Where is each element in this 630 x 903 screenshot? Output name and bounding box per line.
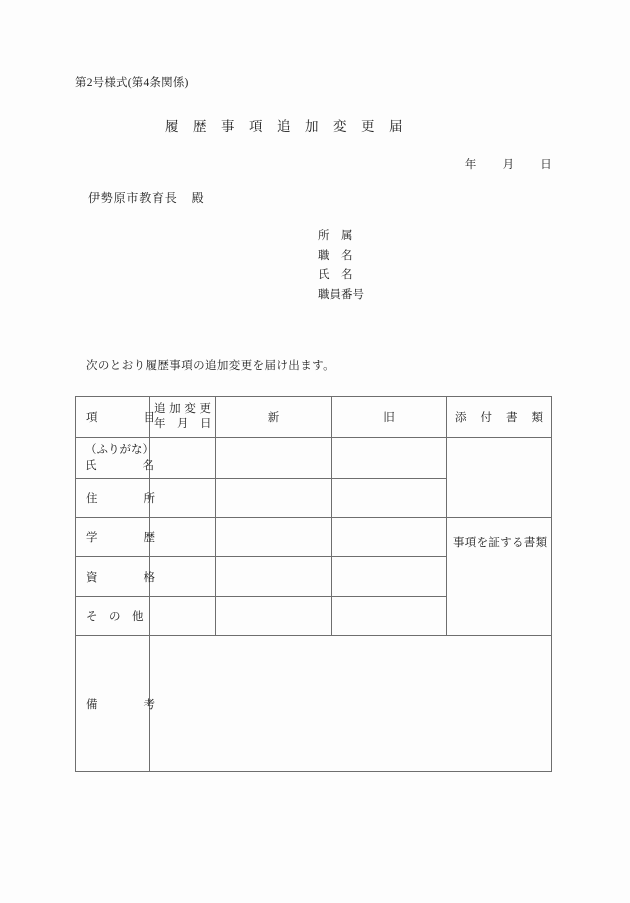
row-label-name [76, 438, 154, 479]
cell-attachment-lower[interactable] [447, 518, 552, 636]
row-label-education-text: 学 歴 [86, 532, 155, 544]
cell-name-old[interactable] [332, 438, 447, 479]
header-item [76, 397, 155, 438]
applicant-field-list [318, 227, 364, 305]
cell-other-change-date[interactable] [150, 597, 216, 636]
header-item-label: 項 目 [86, 412, 155, 424]
date-year: 年 [464, 159, 477, 171]
header-change-date-line2: 年 月 日 [154, 418, 212, 430]
cell-qualification-old[interactable] [332, 557, 447, 597]
header-change-date [150, 397, 216, 438]
applicant-field-job-title: 職 名 [318, 249, 353, 262]
cell-name-change-date[interactable] [150, 438, 216, 479]
date-month: 月 [502, 159, 515, 171]
applicant-field-name: 氏 名 [318, 269, 353, 281]
cell-education-change-date[interactable] [150, 518, 216, 557]
cell-address-change-date[interactable] [150, 479, 216, 518]
table-row [76, 438, 552, 479]
row-label-name-kanji: 氏 名 [85, 460, 154, 472]
cell-education-new[interactable] [216, 518, 332, 557]
cell-attachment-lower-text: 事項を証する書類 [453, 537, 548, 549]
row-label-education [76, 518, 155, 557]
addressee-name: 伊勢原市教育長 [88, 191, 178, 205]
cell-address-new[interactable] [216, 479, 332, 518]
cell-other-old[interactable] [332, 597, 447, 636]
table-header-row [76, 397, 552, 438]
form-code: 第2号様式(第4条関係) [75, 77, 189, 89]
row-label-address [76, 479, 155, 518]
cell-qualification-new[interactable] [216, 557, 332, 597]
row-label-qualification [76, 557, 155, 597]
page-title: 履歴事項追加変更届 [165, 119, 417, 134]
header-change-date-line1: 追 加 変 更 [154, 403, 211, 415]
row-label-other [76, 597, 150, 636]
lead-sentence: 次のとおり履歴事項の追加変更を届け出ます。 [86, 360, 335, 372]
table-row-note [76, 636, 552, 772]
cell-attachment-upper[interactable] [447, 438, 552, 518]
row-label-qualification-text: 資 格 [86, 571, 155, 584]
header-attachment-label: 添 付 書 類 [455, 412, 543, 424]
addressee-honorific: 殿 [191, 191, 205, 205]
date-line [0, 156, 552, 172]
row-label-address-text: 住 所 [86, 493, 155, 505]
header-new: 新 [216, 397, 332, 438]
row-label-other-text: そ の 他 [86, 611, 144, 623]
addressee-line [88, 189, 204, 206]
row-label-note [76, 636, 155, 772]
row-label-note-text: 備 考 [86, 698, 155, 711]
date-day: 日 [540, 159, 552, 171]
table-row [76, 518, 552, 557]
row-label-name-kana: （ふりがな） [85, 444, 154, 456]
cell-note-value[interactable] [150, 636, 552, 772]
cell-qualification-change-date[interactable] [150, 557, 216, 597]
history-change-table [75, 396, 552, 772]
cell-other-new[interactable] [216, 597, 332, 636]
cell-name-new[interactable] [216, 438, 332, 479]
header-attachment [447, 397, 552, 438]
applicant-field-employee-number: 職員番号 [318, 288, 364, 301]
cell-education-old[interactable] [332, 518, 447, 557]
applicant-field-affiliation: 所 属 [318, 230, 353, 242]
header-old: 旧 [332, 397, 447, 438]
cell-address-old[interactable] [332, 479, 447, 518]
